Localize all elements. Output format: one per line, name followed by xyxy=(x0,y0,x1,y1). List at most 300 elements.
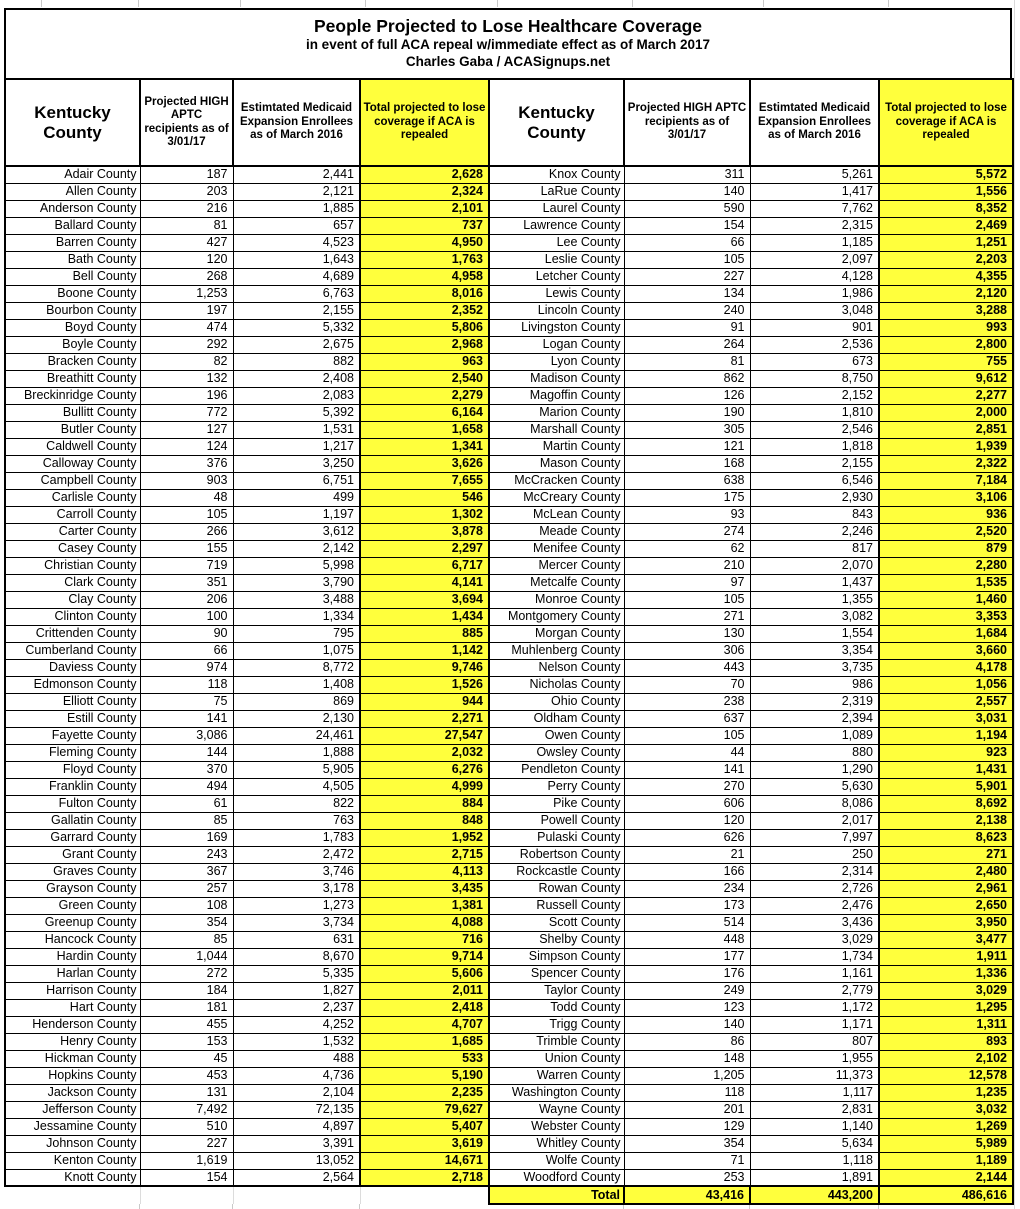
aptc-cell: 1,205 xyxy=(624,1067,750,1084)
aptc-cell: 1,619 xyxy=(140,1152,233,1169)
page-title: People Projected to Lose Healthcare Coverage xyxy=(313,16,703,36)
county-cell: Campbell County xyxy=(5,472,140,489)
county-cell: Fulton County xyxy=(5,795,140,812)
table-row xyxy=(5,625,1013,642)
medicaid-cell: 1,810 xyxy=(750,404,879,421)
aptc-cell: 719 xyxy=(140,557,233,574)
header-row xyxy=(5,79,1013,166)
county-cell: Clay County xyxy=(5,591,140,608)
aptc-cell: 494 xyxy=(140,778,233,795)
total-cell: 1,431 xyxy=(879,761,1013,778)
county-cell: Carroll County xyxy=(5,506,140,523)
total-cell: 1,251 xyxy=(879,234,1013,251)
total-cell: 4,999 xyxy=(360,778,489,795)
county-cell: Clinton County xyxy=(5,608,140,625)
medicaid-cell: 1,172 xyxy=(750,999,879,1016)
medicaid-cell: 8,772 xyxy=(233,659,360,676)
medicaid-cell: 13,052 xyxy=(233,1152,360,1169)
county-cell: Madison County xyxy=(489,370,624,387)
county-cell: Perry County xyxy=(489,778,624,795)
county-cell: Fleming County xyxy=(5,744,140,761)
medicaid-cell: 3,391 xyxy=(233,1135,360,1152)
medicaid-cell: 4,736 xyxy=(233,1067,360,1084)
medicaid-cell: 1,783 xyxy=(233,829,360,846)
total-cell: 3,950 xyxy=(879,914,1013,931)
county-cell: Jackson County xyxy=(5,1084,140,1101)
header-aptc-left: Projected HIGH APTC recipients as of 3/01/17 xyxy=(140,79,233,166)
aptc-cell: 44 xyxy=(624,744,750,761)
aptc-cell: 181 xyxy=(140,999,233,1016)
aptc-cell: 367 xyxy=(140,863,233,880)
total-cell: 4,355 xyxy=(879,268,1013,285)
medicaid-cell: 6,751 xyxy=(233,472,360,489)
total-cell: 12,578 xyxy=(879,1067,1013,1084)
medicaid-cell: 2,130 xyxy=(233,710,360,727)
medicaid-cell: 72,135 xyxy=(233,1101,360,1118)
medicaid-cell: 1,417 xyxy=(750,183,879,200)
total-medicaid-value: 443,200 xyxy=(750,1186,879,1204)
medicaid-cell: 2,083 xyxy=(233,387,360,404)
total-cell: 79,627 xyxy=(360,1101,489,1118)
county-cell: Scott County xyxy=(489,914,624,931)
medicaid-cell: 5,335 xyxy=(233,965,360,982)
county-cell: Wayne County xyxy=(489,1101,624,1118)
county-cell: Lincoln County xyxy=(489,302,624,319)
aptc-cell: 134 xyxy=(624,285,750,302)
table-row xyxy=(5,166,1013,183)
medicaid-cell: 1,986 xyxy=(750,285,879,302)
total-cell: 2,235 xyxy=(360,1084,489,1101)
aptc-cell: 148 xyxy=(624,1050,750,1067)
county-cell: Franklin County xyxy=(5,778,140,795)
county-cell: Powell County xyxy=(489,812,624,829)
coverage-table xyxy=(4,78,1014,1205)
medicaid-cell: 1,827 xyxy=(233,982,360,999)
medicaid-cell: 1,818 xyxy=(750,438,879,455)
header-total-left: Total projected to lose coverage if ACA is repealed xyxy=(360,79,489,166)
total-cell: 7,184 xyxy=(879,472,1013,489)
total-cell: 1,526 xyxy=(360,676,489,693)
county-cell: Caldwell County xyxy=(5,438,140,455)
medicaid-cell: 250 xyxy=(750,846,879,863)
aptc-cell: 240 xyxy=(624,302,750,319)
county-cell: Adair County xyxy=(5,166,140,183)
total-cell: 5,901 xyxy=(879,778,1013,795)
total-cell: 1,302 xyxy=(360,506,489,523)
total-cell: 2,800 xyxy=(879,336,1013,353)
county-cell: Knott County xyxy=(5,1169,140,1186)
medicaid-cell: 986 xyxy=(750,676,879,693)
total-cell: 4,707 xyxy=(360,1016,489,1033)
total-cell: 1,434 xyxy=(360,608,489,625)
total-cell: 3,435 xyxy=(360,880,489,897)
total-cell: 884 xyxy=(360,795,489,812)
medicaid-cell: 1,408 xyxy=(233,676,360,693)
total-cell: 5,572 xyxy=(879,166,1013,183)
aptc-cell: 120 xyxy=(624,812,750,829)
medicaid-cell: 2,472 xyxy=(233,846,360,863)
aptc-cell: 201 xyxy=(624,1101,750,1118)
total-cell: 9,714 xyxy=(360,948,489,965)
aptc-cell: 105 xyxy=(624,591,750,608)
county-cell: Lyon County xyxy=(489,353,624,370)
total-cell: 2,718 xyxy=(360,1169,489,1186)
county-cell: Owsley County xyxy=(489,744,624,761)
aptc-cell: 21 xyxy=(624,846,750,863)
medicaid-cell: 5,630 xyxy=(750,778,879,795)
aptc-cell: 1,044 xyxy=(140,948,233,965)
total-cell: 2,557 xyxy=(879,693,1013,710)
medicaid-cell: 901 xyxy=(750,319,879,336)
county-cell: Hopkins County xyxy=(5,1067,140,1084)
aptc-cell: 638 xyxy=(624,472,750,489)
medicaid-cell: 1,554 xyxy=(750,625,879,642)
medicaid-cell: 3,746 xyxy=(233,863,360,880)
total-cell: 2,520 xyxy=(879,523,1013,540)
county-cell: Hancock County xyxy=(5,931,140,948)
total-cell: 271 xyxy=(879,846,1013,863)
total-cell: 1,341 xyxy=(360,438,489,455)
county-cell: Leslie County xyxy=(489,251,624,268)
aptc-cell: 141 xyxy=(624,761,750,778)
total-cell: 3,619 xyxy=(360,1135,489,1152)
county-cell: Allen County xyxy=(5,183,140,200)
county-cell: Spencer County xyxy=(489,965,624,982)
medicaid-cell: 1,643 xyxy=(233,251,360,268)
aptc-cell: 85 xyxy=(140,812,233,829)
medicaid-cell: 2,104 xyxy=(233,1084,360,1101)
total-cell: 1,658 xyxy=(360,421,489,438)
aptc-cell: 184 xyxy=(140,982,233,999)
total-cell: 3,032 xyxy=(879,1101,1013,1118)
total-cell: 5,989 xyxy=(879,1135,1013,1152)
medicaid-cell: 1,161 xyxy=(750,965,879,982)
coverage-sheet xyxy=(4,8,1012,1205)
medicaid-cell: 4,128 xyxy=(750,268,879,285)
county-cell: Greenup County xyxy=(5,914,140,931)
county-cell: Meade County xyxy=(489,523,624,540)
table-row xyxy=(5,710,1013,727)
table-row xyxy=(5,404,1013,421)
county-cell: Bourbon County xyxy=(5,302,140,319)
medicaid-cell: 3,612 xyxy=(233,523,360,540)
total-cell: 993 xyxy=(879,319,1013,336)
total-cell: 2,277 xyxy=(879,387,1013,404)
county-cell: Christian County xyxy=(5,557,140,574)
total-cell: 893 xyxy=(879,1033,1013,1050)
medicaid-cell: 3,735 xyxy=(750,659,879,676)
county-cell: Estill County xyxy=(5,710,140,727)
medicaid-cell: 2,142 xyxy=(233,540,360,557)
total-cell: 3,288 xyxy=(879,302,1013,319)
aptc-cell: 253 xyxy=(624,1169,750,1186)
aptc-cell: 376 xyxy=(140,455,233,472)
aptc-cell: 100 xyxy=(140,608,233,625)
county-cell: Taylor County xyxy=(489,982,624,999)
county-cell: Breathitt County xyxy=(5,370,140,387)
table-row xyxy=(5,761,1013,778)
county-cell: Cumberland County xyxy=(5,642,140,659)
aptc-cell: 169 xyxy=(140,829,233,846)
total-cell: 2,203 xyxy=(879,251,1013,268)
medicaid-cell: 3,029 xyxy=(750,931,879,948)
county-cell: Martin County xyxy=(489,438,624,455)
table-row xyxy=(5,659,1013,676)
medicaid-cell: 1,185 xyxy=(750,234,879,251)
medicaid-cell: 2,930 xyxy=(750,489,879,506)
total-cell: 8,692 xyxy=(879,795,1013,812)
medicaid-cell: 1,140 xyxy=(750,1118,879,1135)
aptc-cell: 510 xyxy=(140,1118,233,1135)
medicaid-cell: 4,252 xyxy=(233,1016,360,1033)
county-cell: Knox County xyxy=(489,166,624,183)
aptc-cell: 132 xyxy=(140,370,233,387)
total-cell: 14,671 xyxy=(360,1152,489,1169)
aptc-cell: 118 xyxy=(624,1084,750,1101)
medicaid-cell: 1,197 xyxy=(233,506,360,523)
county-cell: Bell County xyxy=(5,268,140,285)
table-row xyxy=(5,472,1013,489)
medicaid-cell: 2,546 xyxy=(750,421,879,438)
county-cell: Magoffin County xyxy=(489,387,624,404)
total-cell: 1,295 xyxy=(879,999,1013,1016)
medicaid-cell: 2,017 xyxy=(750,812,879,829)
total-cell: 3,353 xyxy=(879,608,1013,625)
medicaid-cell: 807 xyxy=(750,1033,879,1050)
table-row xyxy=(5,200,1013,217)
total-cell: 2,120 xyxy=(879,285,1013,302)
county-cell: Lawrence County xyxy=(489,217,624,234)
table-row xyxy=(5,353,1013,370)
total-cell: 8,016 xyxy=(360,285,489,302)
aptc-cell: 216 xyxy=(140,200,233,217)
table-row xyxy=(5,438,1013,455)
county-cell: LaRue County xyxy=(489,183,624,200)
medicaid-cell: 4,505 xyxy=(233,778,360,795)
county-cell: Kenton County xyxy=(5,1152,140,1169)
empty-cell xyxy=(360,1186,489,1204)
aptc-cell: 514 xyxy=(624,914,750,931)
total-cell: 2,540 xyxy=(360,370,489,387)
total-cell: 27,547 xyxy=(360,727,489,744)
medicaid-cell: 8,670 xyxy=(233,948,360,965)
table-row xyxy=(5,285,1013,302)
aptc-cell: 123 xyxy=(624,999,750,1016)
total-cell: 8,352 xyxy=(879,200,1013,217)
medicaid-cell: 657 xyxy=(233,217,360,234)
total-cell: 2,138 xyxy=(879,812,1013,829)
aptc-cell: 105 xyxy=(624,727,750,744)
county-cell: Russell County xyxy=(489,897,624,914)
aptc-cell: 120 xyxy=(140,251,233,268)
total-cell: 1,189 xyxy=(879,1152,1013,1169)
medicaid-cell: 882 xyxy=(233,353,360,370)
medicaid-cell: 7,762 xyxy=(750,200,879,217)
aptc-cell: 227 xyxy=(624,268,750,285)
total-cell: 1,911 xyxy=(879,948,1013,965)
medicaid-cell: 6,763 xyxy=(233,285,360,302)
aptc-cell: 168 xyxy=(624,455,750,472)
table-row xyxy=(5,1050,1013,1067)
county-cell: Todd County xyxy=(489,999,624,1016)
aptc-cell: 234 xyxy=(624,880,750,897)
aptc-cell: 141 xyxy=(140,710,233,727)
medicaid-cell: 1,355 xyxy=(750,591,879,608)
table-row xyxy=(5,506,1013,523)
county-cell: Daviess County xyxy=(5,659,140,676)
medicaid-cell: 1,171 xyxy=(750,1016,879,1033)
county-cell: Carlisle County xyxy=(5,489,140,506)
total-cell: 885 xyxy=(360,625,489,642)
county-cell: Hart County xyxy=(5,999,140,1016)
county-cell: Boyle County xyxy=(5,336,140,353)
county-cell: Trigg County xyxy=(489,1016,624,1033)
medicaid-cell: 3,436 xyxy=(750,914,879,931)
aptc-cell: 311 xyxy=(624,166,750,183)
header-county-right: Kentucky County xyxy=(489,79,624,166)
county-cell: Anderson County xyxy=(5,200,140,217)
aptc-cell: 427 xyxy=(140,234,233,251)
aptc-cell: 45 xyxy=(140,1050,233,1067)
aptc-cell: 974 xyxy=(140,659,233,676)
medicaid-cell: 1,734 xyxy=(750,948,879,965)
aptc-cell: 144 xyxy=(140,744,233,761)
county-cell: Owen County xyxy=(489,727,624,744)
medicaid-cell: 2,155 xyxy=(750,455,879,472)
medicaid-cell: 3,488 xyxy=(233,591,360,608)
aptc-cell: 66 xyxy=(140,642,233,659)
county-cell: Jefferson County xyxy=(5,1101,140,1118)
county-cell: Bracken County xyxy=(5,353,140,370)
table-row xyxy=(5,591,1013,608)
table-row xyxy=(5,268,1013,285)
aptc-cell: 90 xyxy=(140,625,233,642)
table-row xyxy=(5,642,1013,659)
total-cell: 3,477 xyxy=(879,931,1013,948)
medicaid-cell: 2,121 xyxy=(233,183,360,200)
total-cell: 6,276 xyxy=(360,761,489,778)
table-row xyxy=(5,982,1013,999)
medicaid-cell: 1,089 xyxy=(750,727,879,744)
total-cell: 4,141 xyxy=(360,574,489,591)
total-cell: 9,746 xyxy=(360,659,489,676)
county-cell: Jessamine County xyxy=(5,1118,140,1135)
county-cell: Barren County xyxy=(5,234,140,251)
aptc-cell: 97 xyxy=(624,574,750,591)
medicaid-cell: 763 xyxy=(233,812,360,829)
top-gridline-ticks xyxy=(0,0,1020,7)
medicaid-cell: 817 xyxy=(750,540,879,557)
aptc-cell: 81 xyxy=(624,353,750,370)
total-cell: 1,535 xyxy=(879,574,1013,591)
total-cell: 1,056 xyxy=(879,676,1013,693)
county-cell: Morgan County xyxy=(489,625,624,642)
medicaid-cell: 2,441 xyxy=(233,166,360,183)
county-cell: Harrison County xyxy=(5,982,140,999)
total-cell: 2,352 xyxy=(360,302,489,319)
table-row xyxy=(5,1067,1013,1084)
medicaid-cell: 8,750 xyxy=(750,370,879,387)
county-cell: Casey County xyxy=(5,540,140,557)
aptc-cell: 105 xyxy=(624,251,750,268)
aptc-cell: 130 xyxy=(624,625,750,642)
total-cell: 1,763 xyxy=(360,251,489,268)
aptc-cell: 270 xyxy=(624,778,750,795)
aptc-cell: 772 xyxy=(140,404,233,421)
total-cell: 1,269 xyxy=(879,1118,1013,1135)
aptc-cell: 153 xyxy=(140,1033,233,1050)
county-cell: Laurel County xyxy=(489,200,624,217)
aptc-cell: 474 xyxy=(140,319,233,336)
county-cell: Muhlenberg County xyxy=(489,642,624,659)
aptc-cell: 272 xyxy=(140,965,233,982)
aptc-cell: 249 xyxy=(624,982,750,999)
title-block xyxy=(4,8,1012,78)
aptc-cell: 129 xyxy=(624,1118,750,1135)
medicaid-cell: 1,290 xyxy=(750,761,879,778)
aptc-cell: 81 xyxy=(140,217,233,234)
table-row xyxy=(5,455,1013,472)
total-cell: 2,968 xyxy=(360,336,489,353)
total-cell: 4,958 xyxy=(360,268,489,285)
county-cell: Butler County xyxy=(5,421,140,438)
total-cell: 2,000 xyxy=(879,404,1013,421)
total-cell: 5,606 xyxy=(360,965,489,982)
table-row xyxy=(5,846,1013,863)
aptc-cell: 196 xyxy=(140,387,233,404)
total-cell: 1,235 xyxy=(879,1084,1013,1101)
aptc-cell: 177 xyxy=(624,948,750,965)
total-cell: 2,101 xyxy=(360,200,489,217)
county-cell: McLean County xyxy=(489,506,624,523)
total-cell: 3,626 xyxy=(360,455,489,472)
medicaid-cell: 4,897 xyxy=(233,1118,360,1135)
empty-cell xyxy=(233,1186,360,1204)
aptc-cell: 3,086 xyxy=(140,727,233,744)
medicaid-cell: 2,726 xyxy=(750,880,879,897)
aptc-cell: 455 xyxy=(140,1016,233,1033)
aptc-cell: 626 xyxy=(624,829,750,846)
total-cell: 5,407 xyxy=(360,1118,489,1135)
county-cell: Edmonson County xyxy=(5,676,140,693)
county-cell: Johnson County xyxy=(5,1135,140,1152)
aptc-cell: 305 xyxy=(624,421,750,438)
total-cell: 1,460 xyxy=(879,591,1013,608)
medicaid-cell: 2,097 xyxy=(750,251,879,268)
medicaid-cell: 3,734 xyxy=(233,914,360,931)
aptc-cell: 903 xyxy=(140,472,233,489)
total-cell: 848 xyxy=(360,812,489,829)
medicaid-cell: 3,250 xyxy=(233,455,360,472)
medicaid-cell: 1,117 xyxy=(750,1084,879,1101)
table-row xyxy=(5,965,1013,982)
county-cell: Livingston County xyxy=(489,319,624,336)
aptc-cell: 155 xyxy=(140,540,233,557)
total-cell: 1,194 xyxy=(879,727,1013,744)
total-cell: 879 xyxy=(879,540,1013,557)
medicaid-cell: 3,178 xyxy=(233,880,360,897)
total-cell: 9,612 xyxy=(879,370,1013,387)
total-cell: 6,717 xyxy=(360,557,489,574)
aptc-cell: 121 xyxy=(624,438,750,455)
header-total-right: Total projected to lose coverage if ACA is repealed xyxy=(879,79,1013,166)
table-row xyxy=(5,421,1013,438)
table-row xyxy=(5,1152,1013,1169)
aptc-cell: 606 xyxy=(624,795,750,812)
total-cell: 546 xyxy=(360,489,489,506)
medicaid-cell: 3,082 xyxy=(750,608,879,625)
table-row xyxy=(5,1118,1013,1135)
